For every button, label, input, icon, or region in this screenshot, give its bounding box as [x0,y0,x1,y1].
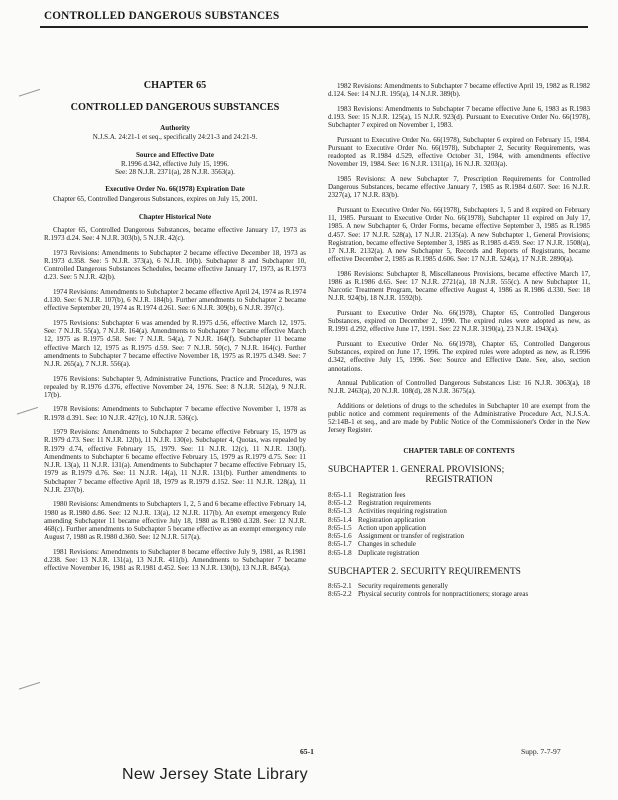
scan-mark [19,89,43,106]
toc-item[interactable]: 8:65-1.2 Registration requirements [328,499,431,507]
library-stamp: New Jersey State Library [122,766,308,783]
toc-item[interactable]: 8:65-1.5 Action upon application [328,523,427,532]
toc-item[interactable]: 8:65-1.4 Registration application [328,515,426,524]
historical-note-heading: Chapter Historical Note [138,212,212,221]
subchapter-2-list [328,582,590,599]
source-line: R.1996 d.342, effective July 15, 1996. [121,159,229,168]
subchapter-1-line1: SUBCHAPTER 1. GENERAL PROVISIONS; [328,464,505,475]
toc-item[interactable]: 8:65-1.7 Changes in schedule [328,540,416,549]
left-column [44,72,306,579]
chapter-label: CHAPTER 65 [143,80,207,91]
history-paragraph: 1975 Revisions: Subchapter 6 was amended by R.1975 d.56, effective March 12, 1975. See: 7 N.J.R. 55(a), 7 N.J.R. 164(a). Amendments to Subchapter 7 became effective March 12, 1975 as R.1975 d.58. See: 7 N.J.R. 54(a), 7 N.J.R. 164(f). Subchapter 11 became effective March 12, 1975 as R.1975 d.59. See: 7 N.J.R. 50(c), 7 N.J.R. 164(c). Further amendments to Subchapter 7 became effective November 18, 1975 as R.1975 d.349. See: 7 N.J.R. 265(a), 7 N.J.R. 556(a). [44,318,306,369]
history-paragraph: Additions or deletions of drugs to the schedules in Subchapter 10 are exempt from the public notice and comment requirements of the Administrative Procedure Act, N.J.S.A. 52:14B-1 et seq., and are made by Public Notice of the Commissioner's Order in the New Jersey Register. [328,401,590,435]
authority-text: N.J.S.A. 24:21-1 et seq., specifically 24:21-3 and 24:21-9. [92,133,258,142]
right-column [328,82,590,609]
running-header: CONTROLLED DANGEROUS SUBSTANCES [44,10,280,22]
toc-item[interactable]: 8:65-1.6 Assignment or transfer of registration [328,532,465,540]
subchapter-2-title: SUBCHAPTER 2. SECURITY REQUIREMENTS [328,566,521,577]
page-number: 65-1 [300,747,314,756]
history-paragraph: 1978 Revisions: Amendments to Subchapter 7 became effective November 1, 1978 as R.1978 d.391. See: 10 N.J.R. 427(c), 10 N.J.R. 536(c). [44,405,306,422]
subchapter-1-list [328,491,590,557]
toc-item[interactable]: 8:65-2.1 Security requirements generally [328,582,449,591]
history-paragraph: 1979 Revisions: Amendments to Subchapter 2 became effective February 15, 1979 as R.1979 d.73. See: 11 N.J.R. 12(b), 11 N.J.R. 130(e). Subchapter 4, Quotas, was repealed by R.1979 d.74, effective February 15, 1979. See: 11 N.J.R. 12(c), 11 N.J.R. 130(f). Amendments to Subchapter 6 became effective February 15, 1979 as R.1979 d.75. See: 11 N.J.R. 13(a), 11 N.J.R. 131(a). Amendments to Subchapter 7 became effective February 15, 1979 as R.1979 d.76. See: 11 N.J.R. 14(a), 11 N.J.R. 131(b). Further amendments to Subchapter 7 became effective April 18, 1979 as R.1979 d.152. See: 11 N.J.R. 128(a), 11 N.J.R. 237(b). [44,428,306,494]
history-paragraph: Pursuant to Executive Order No. 66(1978), Chapter 65, Controlled Dangerous Substances, expired on June 17, 1996. The expired rules were adopted as new, as R.1996 d.342, effective July 15, 1996. See: Source and Effective Date. See, also, section annotations. [328,339,590,373]
history-paragraph: Pursuant to Executive Order No. 66(1978), Subchapters 1, 5 and 8 expired on February 11, 1985. Pursuant to Executive Order No. 66(1978), Subchapter 11 expired on July 17, 1985. A new Subchapter 6, Order Forms, became effective September 3, 1985 as R.1985 d.457. See: 17 N.J.R. 528(a), 17 N.J.R. 2135(a). A new Subchapter 1, General Provisions; Registration, became effective September 3, 1985 as R.1985 d.459. See: 17 N.J.R. 1508(a), 17 N.J.R. 2132(a). A new Subchapter 5, Records and Reports of Registrants, became effective December 2, 1985 as R.1985 d.606. See: 17 N.J.R. 524(a), 17 N.J.R. 2890(a). [328,205,590,264]
source-heading: Source and Effective Date [136,150,214,159]
authority-heading: Authority [160,124,190,132]
history-paragraph: Annual Publication of Controlled Dangerous Substances List: 16 N.J.R. 3063(a), 18 N.J.R. 2463(a), 20 N.J.R. 108(d), 28 N.J.R. 3675(a). [328,379,590,396]
supplement-date: Supp. 7-7-97 [521,747,561,756]
exec-order-text: Chapter 65, Controlled Dangerous Substances, expires on July 15, 2001. [53,194,258,203]
history-paragraph: Chapter 65, Controlled Dangerous Substances, became effective January 17, 1973 as R.1973 d.24. See: 4 N.J.R. 303(b), 5 N.J.R. 42(c). [44,226,306,243]
history-paragraph: 1976 Revisions: Subchapter 9, Administrative Functions, Practice and Procedures, was repealed by R.1976 d.376, effective November 24, 1976. See: 8 N.J.R. 512(a), 9 N.J.R. 17(b). [44,374,306,399]
history-paragraph: 1983 Revisions: Amendments to Subchapter 7 became effective June 6, 1983 as R.1983 d.193. See: 15 N.J.R. 125(a), 15 N.J.R. 923(d). Pursuant to Executive Order No. 66(1978), Subchapter 7 expired on November 1, 1983. [328,104,590,130]
history-paragraph: 1980 Revisions: Amendments to Subchapters 1, 2, 5 and 6 became effective February 14, 1980 as R.1980 d.86. See: 12 N.J.R. 13(a), 12 N.J.R. 117(b). An exempt emergency Rule amending Subchapter 11 became effective July 18, 1980 as R.1980 d.328. See: 12 N.J.R. 468(c). Further amendments to Subchapter 5 became effective as an exempt emergency rule August 7, 1980 as R.1980 d.360. See: 12 N.J.R. 517(a). [44,500,306,542]
history-paragraph: Pursuant to Executive Order No. 66(1978), Subchapter 6 expired on February 15, 1984. Pursuant to Executive Order No. 66(1978), Subchapter 2, Security Requirements, was readopted as R.1984 d.529, effective October 31, 1984, with amendments effective November 19, 1984. See: 16 N.J.R. 1311(a), 16 N.J.R. 3203(a). [328,135,590,169]
history-paragraph: Pursuant to Executive Order No. 66(1978), Chapter 65, Controlled Dangerous Substances, expired on December 2, 1990. The expired rules were adopted as new, as R.1991 d.292, effective June 17, 1991. See: 22 N.J.R. 3190(a), 23 N.J.R. 1943(a). [328,308,590,334]
toc-item[interactable]: 8:65-1.3 Activities requiring registration [328,507,447,516]
history-paragraph: 1981 Revisions: Amendments to Subchapter 8 became effective July 9, 1981, as R.1981 d.238. See: 13 N.J.R. 131(a), 13 N.J.R. 411(b). Amendments to Subchapter 7 became effective November 16, 1981 as R.1981 d.452. See: 13 N.J.R. 130(b), 13 N.J.R. 845(a). [44,547,306,573]
header-rule [40,26,588,28]
source-line: See: 28 N.J.R. 2371(a), 28 N.J.R. 3563(a). [115,168,235,176]
scan-mark [17,407,41,424]
toc-item[interactable]: 8:65-1.1 Registration fees [328,490,406,499]
scan-mark [19,682,43,699]
subchapter-1-title [328,465,590,486]
history-paragraph: 1985 Revisions: A new Subchapter 7, Prescription Requirements for Controlled Dangerous Substances, became effective January 7, 1985 as R.1984 d.607. See: 16 N.J.R. 2327(a), 17 N.J.R. 83(b). [328,174,590,200]
history-paragraph: 1982 Revisions: Amendments to Subchapter 7 became effective April 19, 1982 as R.1982 d.124. See: 14 N.J.R. 195(a), 14 N.J.R. 389(b). [328,82,590,99]
history-paragraph: 1973 Revisions: Amendments to Subchapter 2 became effective December 18, 1973 as R.1973 d.358. See: 5 N.J.R. 373(a), 6 N.J.R. 10(b). Subchapter 8 and Subchapter 10, Controlled Dangerous Substances Schedules, became effective January 17, 1973, as R.1973 d.23. See: 5 N.J.R. 42(b). [44,248,306,282]
toc-item[interactable]: 8:65-1.8 Duplicate registration [328,548,420,557]
toc-item[interactable]: 8:65-2.2 Physical security controls for nonpractitioners; storage areas [328,590,529,599]
history-paragraph: 1986 Revisions: Subchapter 8, Miscellaneous Provisions, became effective March 17, 1986 as R.1986 d.65. See: 17 N.J.R. 2721(a), 18 N.J.R. 555(c). A new Subchapter 11, Narcotic Treatment Program, became effective August 4, 1986 as R.1986 d.330. See: 18 N.J.R. 924(b), 18 N.J.R. 1592(b). [328,269,590,303]
toc-heading: CHAPTER TABLE OF CONTENTS [403,446,515,455]
exec-order-heading: Executive Order No. 66(1978) Expiration Date [105,185,245,194]
subchapter-1-line2: REGISTRATION [425,475,493,486]
chapter-title: CONTROLLED DANGEROUS SUBSTANCES [70,102,280,113]
history-paragraph: 1974 Revisions: Amendments to Subchapter 2 became effective April 24, 1974 as R.1974 d.130. See: 6 N.J.R. 107(b), 6 N.J.R. 184(b). Further amendments to Subchapter 2 became effective September 20, 1974 as R.1974 d.261. See: 6 N.J.R. 309(b), 6 N.J.R. 397(c). [44,287,306,313]
